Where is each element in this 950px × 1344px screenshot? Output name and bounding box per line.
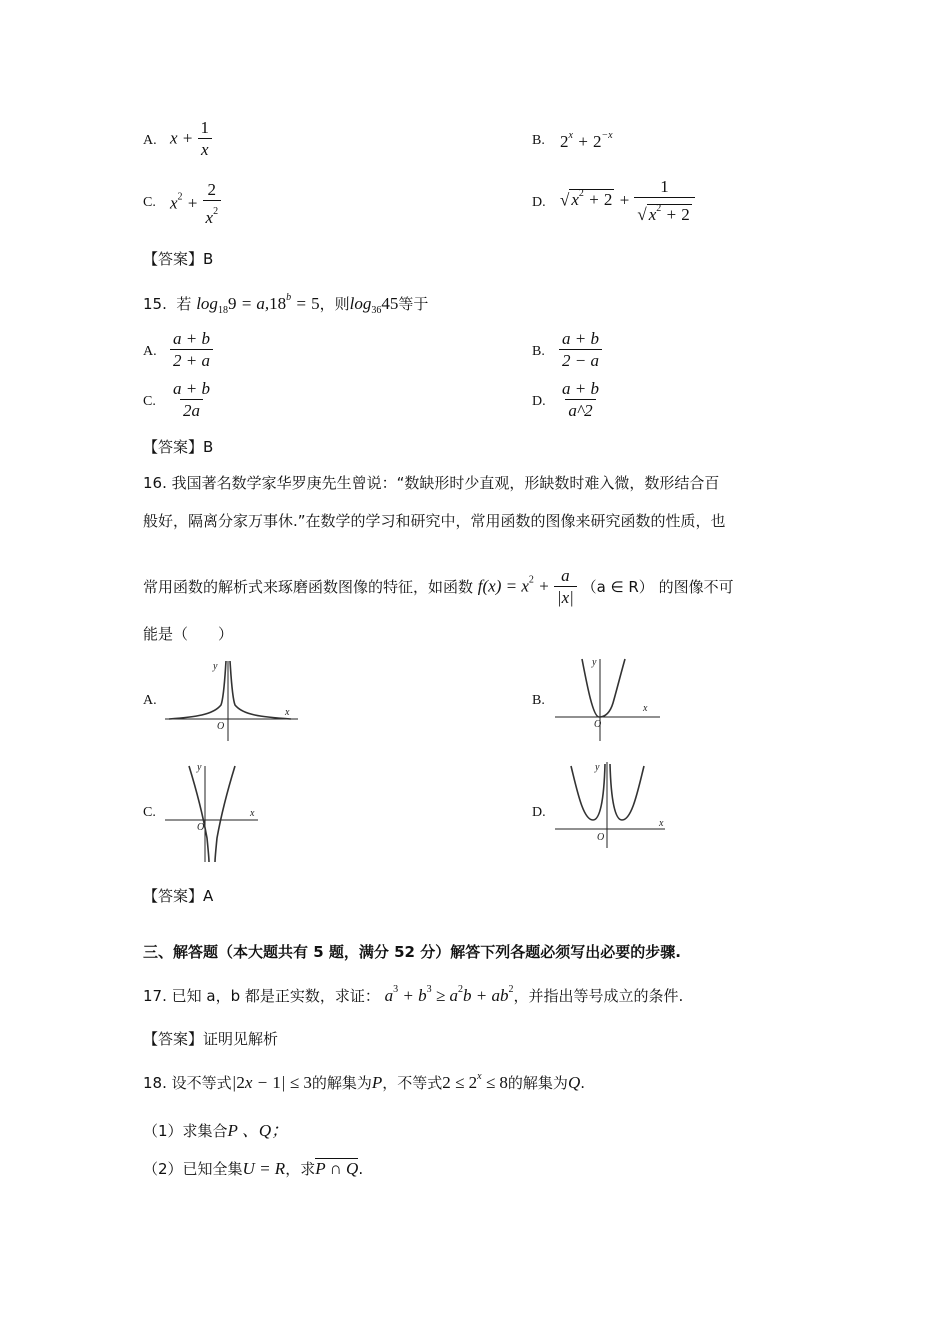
q17-text-post: ，并指出等号成立的条件.: [513, 987, 684, 1005]
q14-option-c-formula: $x^2$ + $\frac{2}{x^2}$: [170, 180, 221, 229]
q16-function: $f(x) = x^2$ + $\frac{a}{|x|}$: [478, 566, 577, 609]
q18-inequality-1: |2x − 1| ≤ 3: [231, 1073, 312, 1092]
q14-option-d-label: D.: [532, 195, 546, 210]
q16-option-b-label: B.: [532, 693, 545, 708]
q18-text-pre: 18. 设不等式: [143, 1074, 232, 1092]
q15-stem: [143, 292, 428, 316]
q18-set-p: P: [371, 1073, 383, 1092]
y-label: y: [595, 762, 600, 773]
q16-line-1: 16. 我国著名数学家华罗庚先生曾说：“数缺形时少直观，形缺数时难入微，数形结合百: [143, 474, 720, 492]
q15-mid: ，则: [319, 295, 350, 313]
q18-complement-expression: P ∩ Q: [315, 1159, 359, 1178]
q16-line-2: 般好，隔离分家万事休.”在数学的学习和研究中，常用函数的图像来研究函数的性质，也: [143, 512, 726, 530]
q15-option-c-fraction: $\frac{a + b}{2a}$: [173, 379, 210, 420]
q15-suffix: 等于: [398, 295, 429, 313]
q18-stem: [143, 1071, 585, 1093]
q18-universal-set: U = R: [242, 1159, 286, 1178]
curve: [582, 659, 625, 717]
q15-number: 15.: [143, 295, 167, 313]
q16-graph-a: [165, 655, 305, 745]
q16-graph-b: [555, 655, 670, 745]
q15-prefix: 若: [176, 295, 192, 313]
q18-part-2-end: .: [358, 1160, 364, 1178]
q14-option-d-formula: √ $x^2 + 2$ + $\frac{1}{√ x^2 + 2}$: [560, 177, 695, 226]
q18-part-2-mid: ，求: [285, 1160, 316, 1178]
q17-text-pre: 17. 已知 a，b 都是正实数，求证：: [143, 987, 380, 1005]
q15-condition: $\log_{18}9 = a,18^b = 5$: [196, 292, 320, 316]
curve-right: [230, 661, 291, 719]
q16-answer: 【答案】A: [143, 887, 214, 905]
q15-option-a-fraction: $\frac{a + b}{2 + a}$: [170, 329, 213, 372]
curve-right: [610, 764, 644, 820]
q15-option-b-fraction: $\frac{a + b}{2 - a}$: [559, 329, 602, 372]
q15-target: $\log_{36}45$: [349, 294, 399, 316]
q14-option-b-label: B.: [532, 133, 545, 148]
q18-text-mid2: ，不等式: [382, 1074, 443, 1092]
x-label: x: [659, 818, 664, 829]
q15-option-b-label: B.: [532, 344, 545, 359]
q18-end: .: [580, 1074, 585, 1092]
x-label: x: [643, 703, 648, 714]
q17-formula: $a^3 + b^3 \ge a^2b + ab^2$: [384, 984, 514, 1005]
q18-part-1-text: （1）求集合: [143, 1122, 228, 1140]
q16-line-3: [143, 566, 734, 609]
y-label: y: [213, 661, 218, 672]
q18-part-1: [143, 1116, 288, 1141]
x-label: x: [250, 808, 255, 819]
origin-label: O: [597, 832, 605, 843]
q16-option-a-label: A.: [143, 693, 157, 708]
curve-left: [189, 766, 209, 862]
q14-option-a-formula: x + $\frac{1}{x}$: [170, 118, 212, 161]
origin-label: O: [594, 719, 602, 730]
q17-stem: [143, 984, 683, 1006]
q14-option-b-formula: $2^x + 2^{-x}$: [560, 130, 613, 151]
origin-label: O: [217, 721, 225, 732]
q18-text-mid3: 的解集为: [507, 1074, 568, 1092]
x-label: x: [285, 707, 290, 718]
y-label: y: [197, 762, 202, 773]
q16-graph-d: [555, 760, 670, 850]
q18-part-2-text: （2）已知全集: [143, 1160, 243, 1178]
q18-part-1-sets: P 、Q；: [227, 1121, 289, 1140]
q15-option-d-fraction: $\frac{a + b}{a\^{}2}$: [562, 379, 599, 420]
q16-condition: （a ∈ R）: [581, 578, 654, 596]
q15-answer: 【答案】B: [143, 438, 214, 456]
section-3-heading: 三、解答题（本大题共有 5 题，满分 52 分）解答下列各题必须写出必要的步骤.: [143, 943, 681, 961]
curve-left: [571, 764, 605, 820]
q16-line-4: 能是（ ）: [143, 625, 234, 643]
q16-option-c-label: C.: [143, 805, 156, 820]
q17-answer: 【答案】证明见解析: [143, 1030, 279, 1048]
q18-part-2: [143, 1158, 363, 1179]
q18-text-mid: 的解集为: [311, 1074, 372, 1092]
q18-inequality-2: $2 \le 2^x \le 8$: [442, 1071, 508, 1092]
q15-option-d-label: D.: [532, 394, 546, 409]
q15-option-c-label: C.: [143, 394, 156, 409]
q15-option-a-label: A.: [143, 344, 157, 359]
q14-option-c-label: C.: [143, 195, 156, 210]
q16-line-3-pre: 常用函数的解析式来琢磨函数图像的特征，如函数: [143, 578, 474, 596]
q16-option-d-label: D.: [532, 805, 546, 820]
q14-option-a-label: A.: [143, 133, 157, 148]
origin-label: O: [197, 822, 205, 833]
curve-right: [215, 766, 235, 862]
q16-graph-c: [165, 758, 265, 868]
q14-answer: 【答案】B: [143, 250, 214, 268]
y-label: y: [592, 657, 597, 668]
q18-set-q: Q: [567, 1073, 581, 1092]
q16-line-3-post: 的图像不可: [658, 578, 734, 596]
